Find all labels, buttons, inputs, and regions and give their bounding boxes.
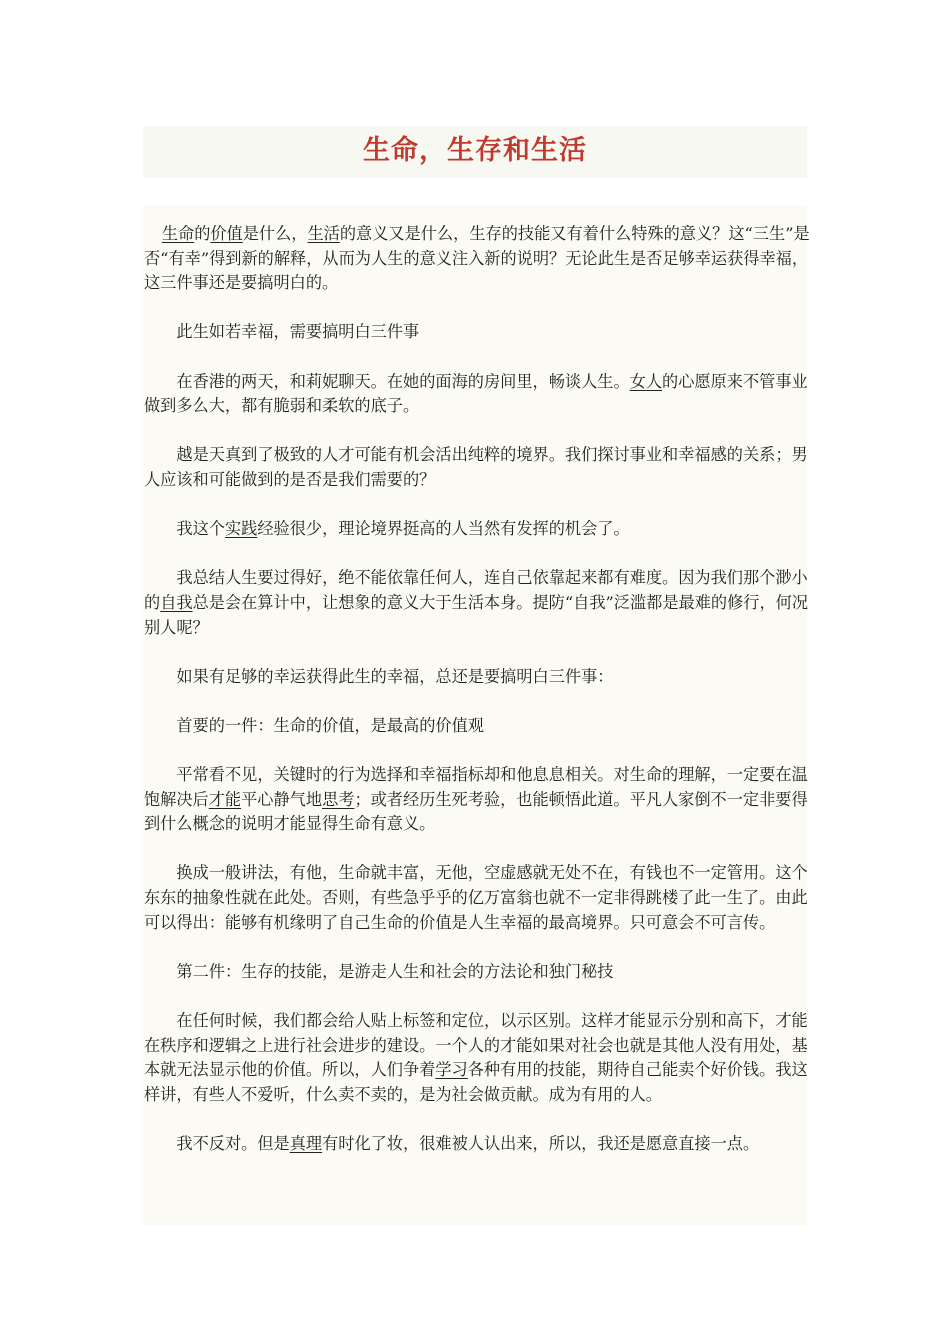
paragraph-text: 在香港的两天，和莉妮聊天。在她的面海的房间里，畅谈人生。 xyxy=(176,371,630,391)
paragraph xyxy=(144,566,810,640)
paragraph-text: 是什么， xyxy=(242,224,308,243)
paragraph-text: 总是会在算计中，让想象的意义大于生活本身。提防“自我”泛滥都是最难的修行，何况别人呢？ xyxy=(144,592,809,637)
paragraph-text: 越是天真到了极致的人才可能有机会活出纯粹的境界。我们探讨事业和幸福感的关系；男人应该和可能做到的是否是我们需要的？ xyxy=(144,445,808,489)
keyword-link[interactable]: 女人 xyxy=(629,371,663,391)
keyword-link[interactable]: 价值 xyxy=(210,224,243,243)
document-title: 生命，生存和生活 xyxy=(363,135,587,166)
paragraph xyxy=(144,714,810,739)
keyword-link[interactable]: 才能 xyxy=(208,789,242,809)
paragraph-text: 我总结人生要过得好，绝不能依靠任何人，连自己依靠起来都有难度。因为我们那个渺小的 xyxy=(144,568,808,612)
paragraph-text: 的意义又是什么，生存的技能又有着什么特殊的意义？这“三生”是否“有幸”得到新的解释，从而为人生的意义注入新的说明？无论此生是否足够幸运获得幸福，这三件事还是要搞明白的。 xyxy=(144,224,810,293)
paragraph-text: 平常看不见，关键时的行为选择和幸福指标却和他息息相关。对生命的理解，一定要在温饱解决后 xyxy=(144,765,808,809)
paragraph-text: 此生如若幸福，需要搞明白三件事 xyxy=(176,322,420,342)
keyword-link[interactable]: 自我 xyxy=(160,592,193,612)
article-body xyxy=(144,222,810,1181)
paragraph xyxy=(144,665,810,690)
paragraph xyxy=(144,517,810,542)
paragraph xyxy=(144,370,810,419)
paragraph-text: 有时化了妆，很难被人认出来，所以，我还是愿意直接一点。 xyxy=(322,1133,760,1153)
paragraph-text: 在任何时候，我们都会给人贴上标签和定位，以示区别。这样才能显示分别和高下，才能在秩序和逻辑之上进行社会进步的建设。一个人的才能如果对社会也就是其他人没有用处，基本就无法显示他的价值。所以，人们争着 xyxy=(144,1011,808,1080)
keyword-link[interactable]: 真理 xyxy=(289,1133,323,1153)
paragraph xyxy=(144,1009,810,1107)
paragraph-text: 各种有用的技能，期待自己能卖个好价钱。我这样讲，有些人不爱听，什么卖不卖的，是为社会做贡献。成为有用的人。 xyxy=(144,1060,808,1104)
keyword-link[interactable]: 生命 xyxy=(161,224,195,243)
paragraph xyxy=(144,222,810,296)
keyword-link[interactable]: 生活 xyxy=(307,224,340,243)
paragraph-text: 的心愿原来不管事业做到多么大，都有脆弱和柔软的底子。 xyxy=(144,371,808,416)
paragraph-text: 换成一般讲法，有他，生命就丰富，无他，空虚感就无处不在，有钱也不一定管用。这个东东的抽象性就在此处。否则，有些急乎乎的亿万富翁也就不一定非得跳楼了此一生了。由此可以得出：能够有机缘明了自己生命的价值是人生幸福的最高境界。只可意会不可言传。 xyxy=(144,863,808,932)
paragraph-text: 平心静气地 xyxy=(241,789,323,809)
paragraph xyxy=(144,320,810,345)
paragraph-text: 的 xyxy=(194,224,211,243)
paragraph-text: 第二件：生存的技能，是游走人生和社会的方法论和独门秘技 xyxy=(176,961,614,981)
keyword-link[interactable]: 实践 xyxy=(224,519,258,539)
paragraph xyxy=(144,1132,810,1157)
keyword-link[interactable]: 学习 xyxy=(435,1060,468,1080)
paragraph-text: ；或者经历生死考验，也能顿悟此道。平凡人家倒不一定非要得到什么概念的说明才能显得生命有意义。 xyxy=(144,789,808,834)
paragraph xyxy=(144,763,810,837)
paragraph xyxy=(144,861,810,935)
paragraph xyxy=(144,960,810,985)
paragraph-text: 我不反对。但是 xyxy=(176,1133,290,1153)
paragraph-text: 我这个 xyxy=(176,519,225,539)
paragraph-text: 经验很少，理论境界挺高的人当然有发挥的机会了。 xyxy=(257,519,630,539)
paragraph-text: 如果有足够的幸运获得此生的幸福，总还是要搞明白三件事： xyxy=(176,666,614,686)
paragraph-text: 首要的一件：生命的价值，是最高的价值观 xyxy=(176,715,484,735)
paragraph xyxy=(144,443,810,492)
keyword-link[interactable]: 思考 xyxy=(322,789,355,809)
